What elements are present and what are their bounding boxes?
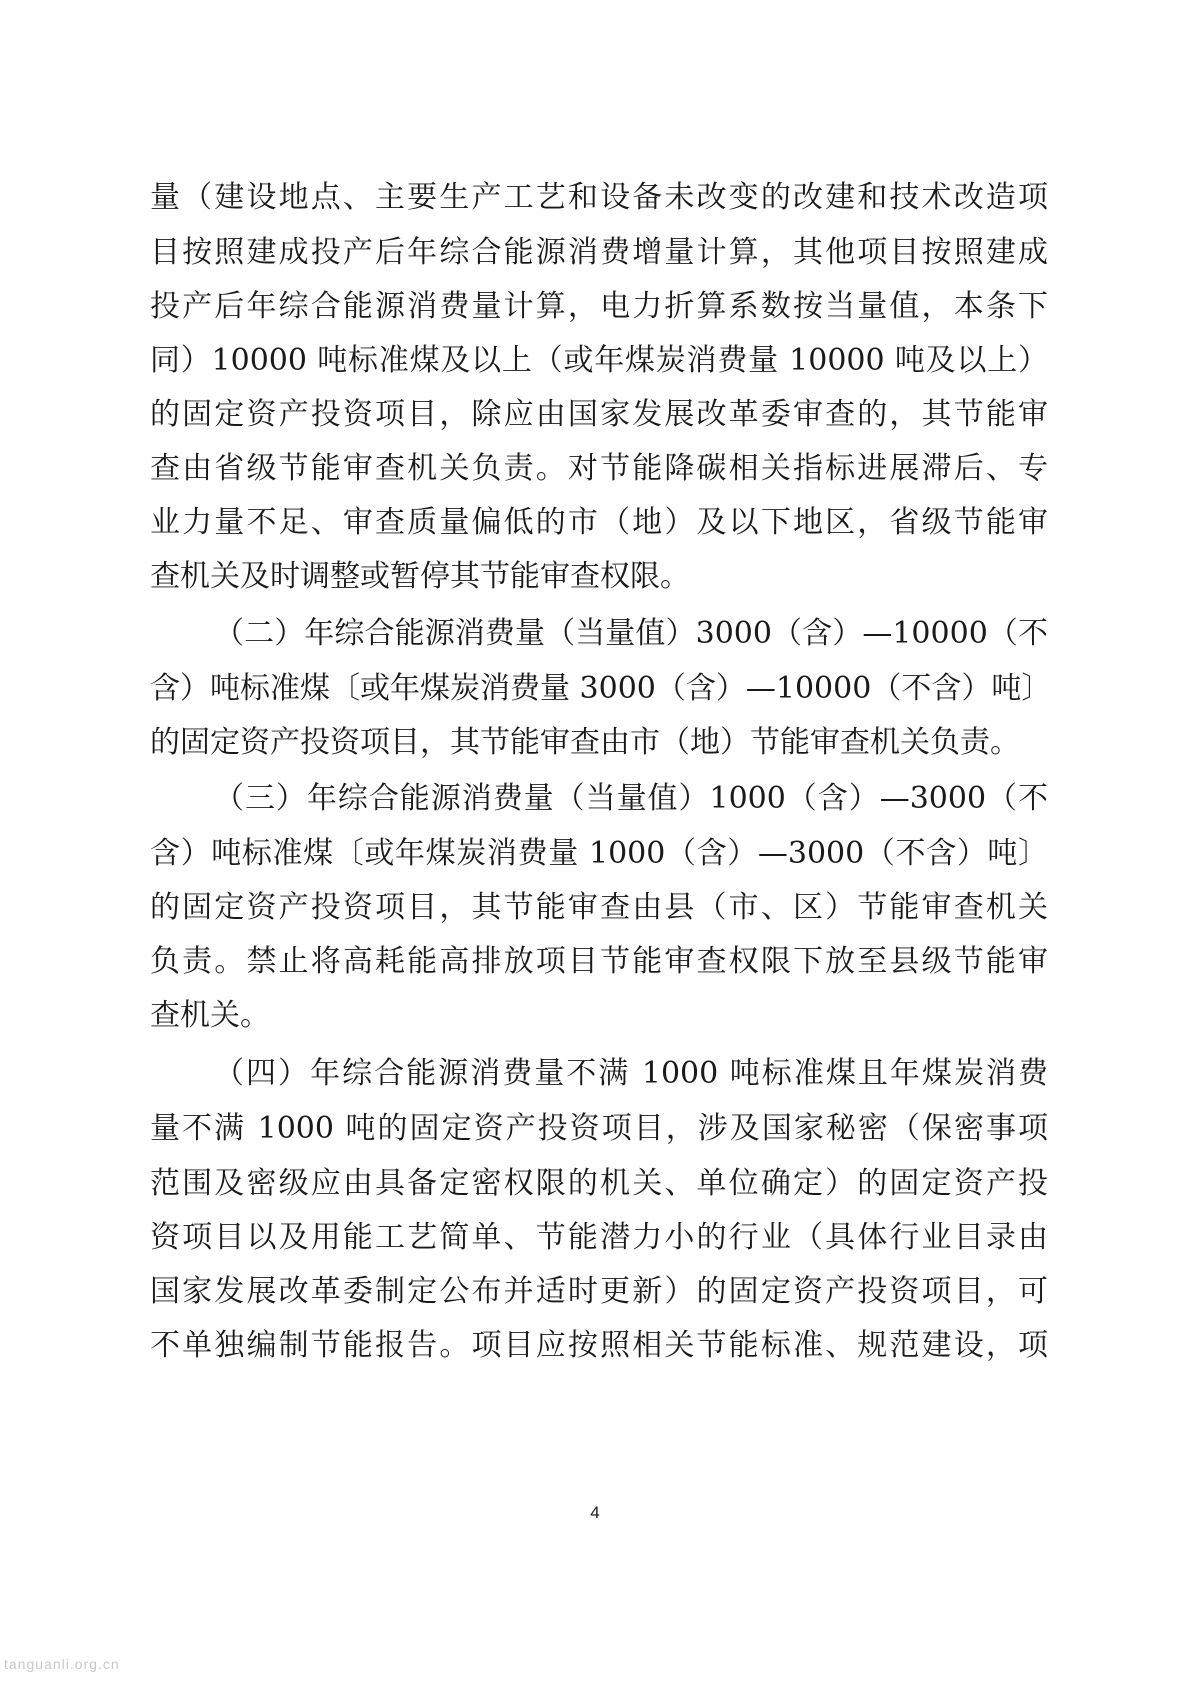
text-line: 量不满 1000 吨的固定资产投资项目，涉及国家秘密（保密事项: [150, 1111, 1048, 1146]
text-line: 含）吨标准煤〔或年煤炭消费量 3000（含）—10000（不含）吨〕: [150, 671, 1052, 706]
text-line: 投产后年综合能源消费量计算，电力折算系数按当量值，本条下: [150, 289, 1048, 324]
text-line: （三）年综合能源消费量（当量值）1000（含）—3000（不: [214, 781, 1048, 816]
text-line: （四）年综合能源消费量不满 1000 吨标准煤且年煤炭消费: [214, 1056, 1048, 1091]
text-line: 国家发展改革委制定公布并适时更新）的固定资产投资项目，可: [150, 1274, 1048, 1309]
text-line: 含）吨标准煤〔或年煤炭消费量 1000（含）—3000（不含）吨〕: [150, 836, 1048, 871]
text-line: 业力量不足、审查质量偏低的市（地）及以下地区，省级节能审: [150, 505, 1048, 540]
text-line: 范围及密级应由具备定密权限的机关、单位确定）的固定资产投: [150, 1166, 1048, 1201]
text-line: 量（建设地点、主要生产工艺和设备未改变的改建和技术改造项: [150, 180, 1048, 215]
text-line: 负责。禁止将高耗能高排放项目节能审查权限下放至县级节能审: [150, 944, 1048, 979]
text-line: 查机关及时调整或暂停其节能审查权限。: [150, 559, 690, 594]
text-line: 资项目以及用能工艺简单、节能潜力小的行业（具体行业目录由: [150, 1220, 1048, 1255]
text-line: 的固定资产投资项目，其节能审查由市（地）节能审查机关负责。: [150, 725, 1020, 760]
text-line: 查机关。: [150, 998, 270, 1033]
text-line: 不单独编制节能报告。项目应按照相关节能标准、规范建设，项: [150, 1328, 1048, 1363]
text-line: 查由省级节能审查机关负责。对节能降碳相关指标进展滞后、专: [150, 451, 1048, 486]
page-number: 4: [590, 1503, 600, 1522]
text-line: （二）年综合能源消费量（当量值）3000（含）—10000（不: [214, 616, 1048, 651]
text-line: 的固定资产投资项目，除应由国家发展改革委审查的，其节能审: [150, 397, 1048, 432]
text-line: 的固定资产投资项目，其节能审查由县（市、区）节能审查机关: [150, 890, 1048, 925]
text-line: 同）10000 吨标准煤及以上（或年煤炭消费量 10000 吨及以上）: [150, 343, 1048, 378]
text-line: 目按照建成投产后年综合能源消费增量计算，其他项目按照建成: [150, 235, 1048, 270]
watermark: tanguanli.org.cn: [4, 1656, 120, 1672]
